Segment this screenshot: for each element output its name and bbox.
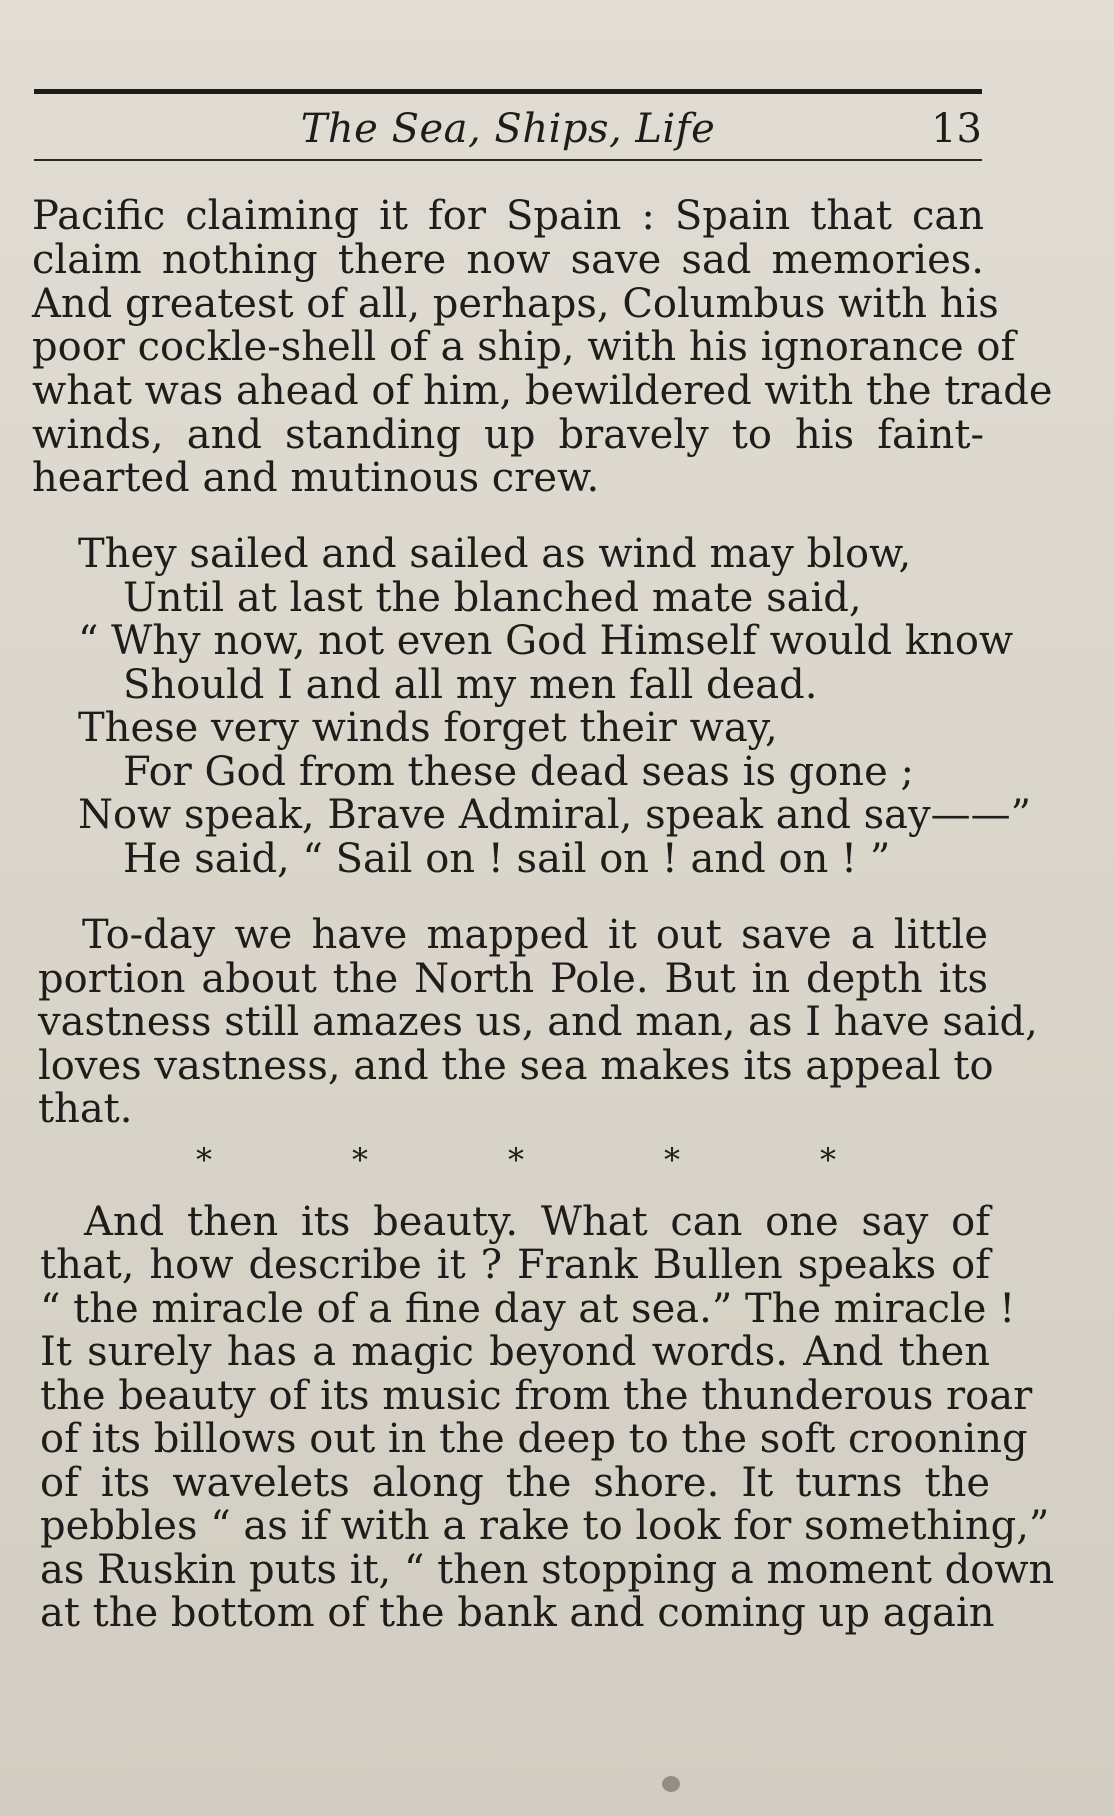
text-line: To-day we have mapped it out save a little	[82, 912, 988, 958]
header-top-rule	[34, 89, 982, 94]
paper-blemish	[662, 1776, 680, 1792]
separator-star: *	[664, 1141, 680, 1179]
poem-line: These very winds forget their way,	[78, 705, 778, 751]
poem-line: Now speak, Brave Admiral, speak and say——”	[78, 792, 1032, 838]
separator-star: *	[196, 1141, 212, 1179]
poem-line: Until at last the blanched mate said,	[123, 575, 862, 621]
text-line: Pacific claiming it for Spain : Spain that can	[32, 193, 984, 239]
running-head	[34, 98, 982, 156]
text-line: portion about the North Pole. But in depth its	[38, 956, 988, 1002]
text-line: vastness still amazes us, and man, as I have said,	[38, 999, 1038, 1045]
text-line: at the bottom of the bank and coming up again	[40, 1590, 995, 1636]
text-line: pebbles “ as if with a rake to look for something,”	[40, 1503, 1050, 1549]
running-title: The Sea, Ships, Life	[300, 106, 716, 152]
text-line: loves vastness, and the sea makes its appeal to	[38, 1043, 994, 1089]
section-separator	[196, 1138, 836, 1182]
poem-line: For God from these dead seas is gone ;	[123, 749, 914, 795]
text-line: And then its beauty. What can one say of	[84, 1199, 990, 1245]
text-line: what was ahead of him, bewildered with the trade	[32, 368, 1053, 414]
page-number: 13	[931, 106, 982, 152]
text-line: hearted and mutinous crew.	[32, 455, 600, 501]
text-line: that, how describe it ? Frank Bullen speaks of	[40, 1242, 990, 1288]
text-line: winds, and standing up bravely to his faint-	[32, 412, 984, 458]
poem-line: They sailed and sailed as wind may blow,	[78, 531, 912, 577]
header-bottom-rule	[34, 159, 982, 161]
separator-star: *	[352, 1141, 368, 1179]
text-line: that.	[38, 1086, 133, 1132]
separator-star: *	[820, 1141, 836, 1179]
poem-line: Should I and all my men fall dead.	[123, 662, 818, 708]
poem-line: He said, “ Sail on ! sail on ! and on ! ”	[123, 836, 891, 882]
text-line: the beauty of its music from the thunderous roar	[40, 1373, 1033, 1419]
text-line: And greatest of all, perhaps, Columbus with his	[32, 281, 999, 327]
text-line: claim nothing there now save sad memories.	[32, 237, 984, 283]
text-line: as Ruskin puts it, “ then stopping a moment down	[40, 1547, 1055, 1593]
poem-line: “ Why now, not even God Himself would know	[78, 618, 1014, 664]
text-line: of its wavelets along the shore. It turns the	[40, 1460, 990, 1506]
text-line: “ the miracle of a fine day at sea.” The miracle !	[40, 1286, 1016, 1332]
text-line: It surely has a magic beyond words. And then	[40, 1329, 990, 1375]
text-line: poor cockle-shell of a ship, with his ignorance of	[32, 324, 1016, 370]
separator-star: *	[508, 1141, 524, 1179]
text-line: of its billows out in the deep to the soft crooning	[40, 1416, 1028, 1462]
